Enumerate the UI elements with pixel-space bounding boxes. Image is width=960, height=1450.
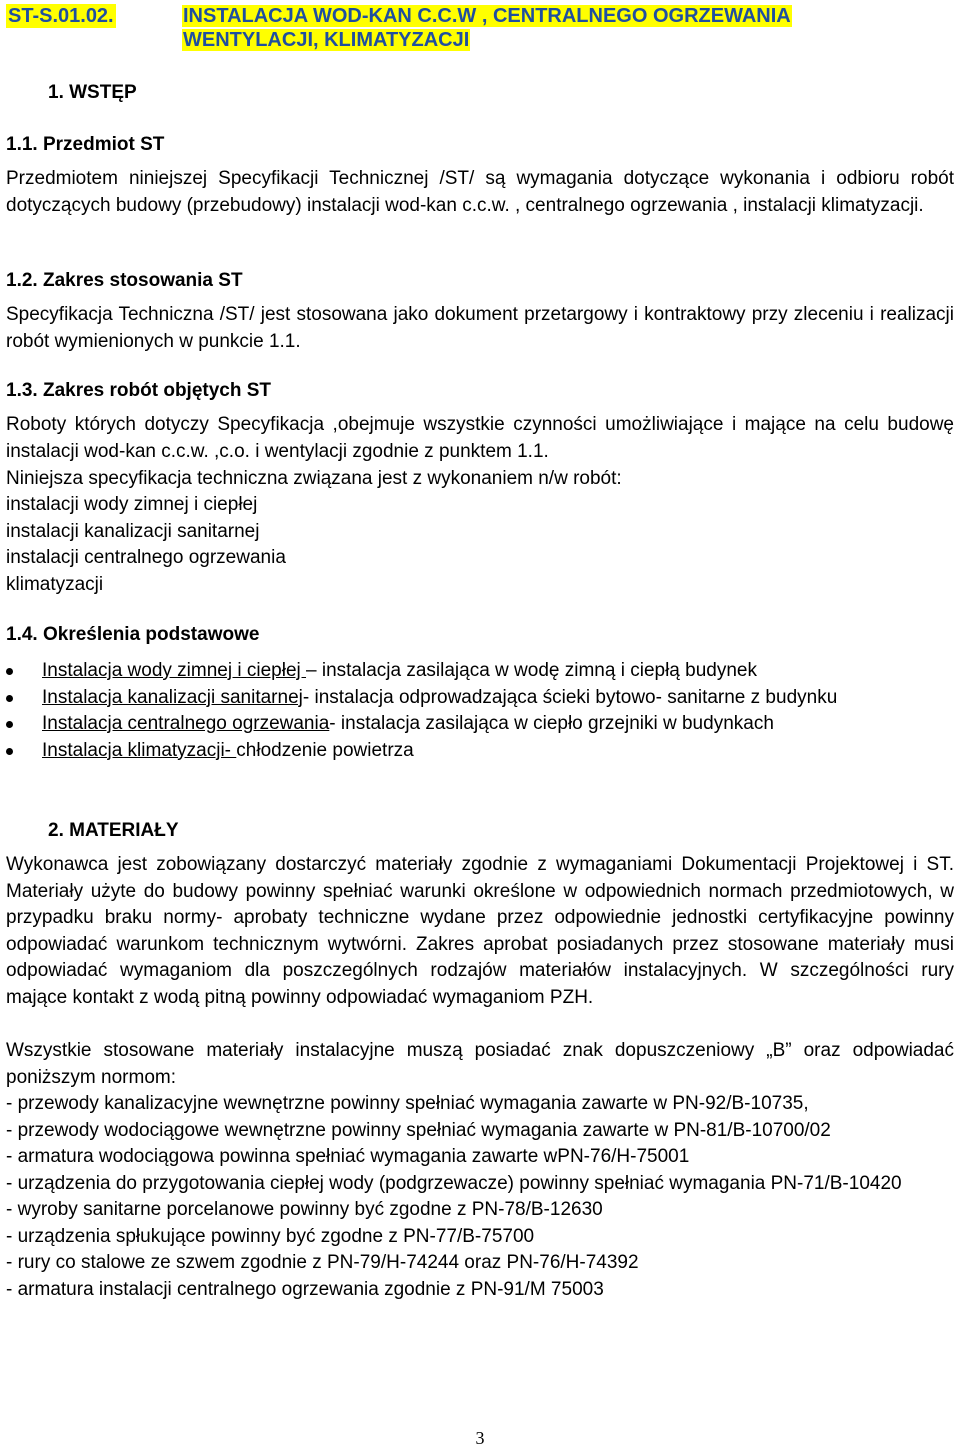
bullet-icon — [6, 668, 13, 675]
bullet-icon — [6, 695, 13, 702]
norm-item: - wyroby sanitarne porcelanowe powinny być zgodne z PN-78/B-12630 — [6, 1199, 603, 1220]
section-1-3-text: Roboty których dotyczy Specyfikacja ,obejmuje wszystkie czynności umożliwiające i mające na celu budowę instalacji wod-kan c.c.w. ,c.o. i wentylacji zgodnie z punktem 1.1. — [6, 414, 954, 462]
section-1-2-heading: 1.2. Zakres stosowania ST — [6, 270, 243, 291]
bullet-icon — [6, 721, 13, 728]
section-1-3-line: instalacji kanalizacji sanitarnej — [6, 521, 260, 542]
section-2-heading: 2. MATERIAŁY — [48, 820, 179, 841]
list-item — [6, 658, 954, 685]
section-1-2-text: Specyfikacja Techniczna /ST/ jest stosowana jako dokument przetargowy i kontraktowy przy zleceniu i realizacji robót wymienionych w punkcie 1.1. — [6, 304, 954, 352]
section-1-heading: 1. WSTĘP — [48, 82, 137, 103]
list-item — [6, 685, 954, 712]
materials-paragraph: Wykonawca jest zobowiązany dostarczyć materiały zgodnie z wymaganiami Dokumentacji Projektowej i ST. Materiały użyte do budowy powinny spełniać warunki określone w odpowiednich normach przedmiotowych, w przypadku braku normy- aprobaty techniczne wydane przez odpowiednie jednostki certyfikacyjne powinny odpowiadać warunkom technicznym wytwórni. Zakres aprobat posiadanych przez stosowane materiały musi odpowiadać wymaganiom dla poszczególnych rodzajów materiałów instalacyjnych. W szczególności rury mające kontakt z wodą pitną powinny odpowiadać wymaganiom PZH. — [6, 854, 954, 1008]
document-title-line1: INSTALACJA WOD-KAN C.C.W , CENTRALNEGO OGRZEWANIA — [183, 5, 791, 27]
definition-term: Instalacja centralnego ogrzewania — [42, 713, 330, 734]
definition-text: chłodzenie powietrza — [236, 739, 414, 761]
document-title — [182, 4, 792, 52]
section-1-1-text: Przedmiotem niniejszej Specyfikacji Technicznej /ST/ są wymagania dotyczące wykonania i odbioru robót dotyczących budowy (przebudowy) instalacji wod-kan c.c.w. , centralnego ogrzewania , instalacji klimatyzacji. — [6, 168, 954, 216]
document-header — [6, 4, 958, 60]
section-1-3-heading: 1.3. Zakres robót objętych ST — [6, 380, 272, 401]
bullet-icon — [6, 748, 13, 755]
definition-text: – instalacja zasilająca w wodę zimną i ciepłą budynek — [306, 660, 757, 681]
norm-item: - urządzenia do przygotowania ciepłej wody (podgrzewacze) powinny spełniać wymagania PN-71/B-10420 — [6, 1172, 902, 1194]
section-1-3-line: klimatyzacji — [6, 574, 104, 595]
definition-term: Instalacja kanalizacji sanitarnej — [42, 686, 303, 708]
materials-paragraph: Wszystkie stosowane materiały instalacyjne muszą posiadać znak dopuszczeniowy „B” oraz odpowiadać poniższym normom: — [6, 1040, 954, 1088]
section-1-3-line: Niniejsza specyfikacja techniczna związana jest z wykonaniem n/w robót: — [6, 468, 622, 489]
norm-item: - rury co stalowe ze szwem zgodnie z PN-79/H-74244 oraz PN-76/H-74392 — [6, 1252, 639, 1273]
page-number: 3 — [475, 1428, 485, 1448]
norm-item: - urządzenia spłukujące powinny być zgodne z PN-77/B-75700 — [6, 1225, 535, 1247]
section-1-3-line: instalacji wody zimnej i ciepłej — [6, 494, 258, 515]
list-item — [6, 711, 954, 738]
section-1-3-line: instalacji centralnego ogrzewania — [6, 547, 286, 568]
section-1-4-heading: 1.4. Określenia podstawowe — [6, 624, 260, 645]
definition-text: - instalacja zasilająca w ciepło grzejniki w budynkach — [329, 713, 774, 734]
norms-list — [6, 1091, 954, 1303]
definitions-list — [6, 658, 954, 764]
document-title-line2: WENTYLACJI, KLIMATYZACJI — [183, 29, 470, 51]
norm-item: - armatura instalacji centralnego ogrzewania zgodnie z PN-91/M 75003 — [6, 1278, 604, 1300]
section-1-1-heading: 1.1. Przedmiot ST — [6, 134, 165, 155]
spec-code: ST-S.01.02. — [8, 5, 114, 27]
norm-item: - przewody kanalizacyjne wewnętrzne powinny spełniać wymagania zawarte w PN-92/B-10735, — [6, 1093, 809, 1114]
norm-item: - armatura wodociągowa powinna spełniać wymagania zawarte wPN-76/H-75001 — [6, 1146, 690, 1167]
definition-term: Instalacja klimatyzacji- — [42, 739, 237, 761]
list-item — [6, 738, 954, 765]
definition-term: Instalacja wody zimnej i ciepłej — [42, 660, 307, 681]
norm-item: - przewody wodociągowe wewnętrzne powinny spełniać wymagania zawarte w PN-81/B-10700/02 — [6, 1119, 831, 1141]
definition-text: - instalacja odprowadzająca ścieki bytowo- sanitarne z budynku — [302, 686, 838, 708]
